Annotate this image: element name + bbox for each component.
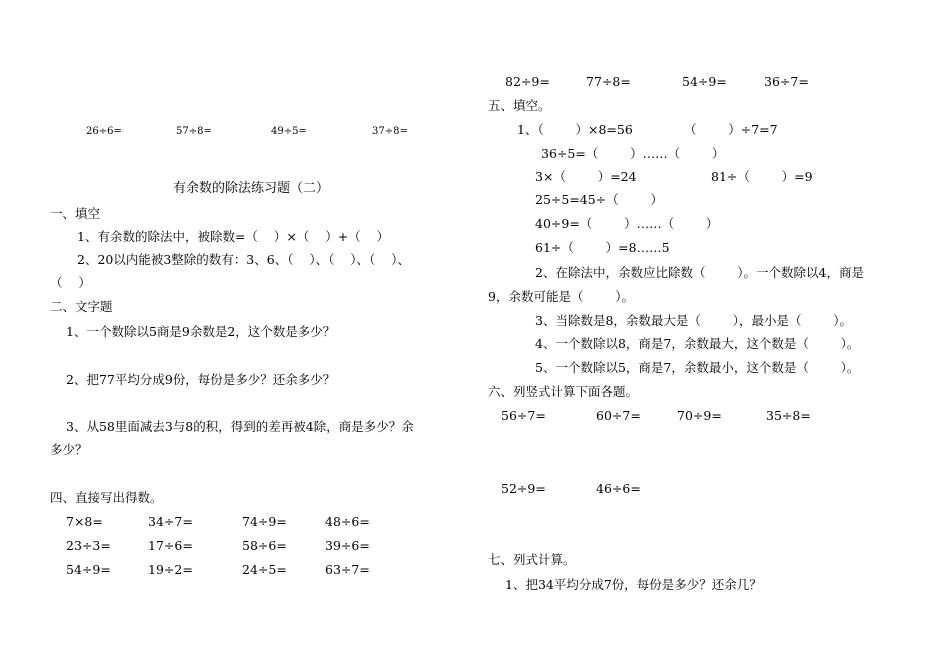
section-5-heading: 五、填空。 <box>488 98 551 113</box>
calc-item: 63÷7= <box>325 562 370 577</box>
s1-question-2: 2、20以内能被3整除的数有：3、6、（ ）、（ ）、（ ）、 <box>77 252 410 267</box>
vertical-calc-item: 70÷9= <box>677 408 722 423</box>
calc-item: 19÷2= <box>148 562 193 577</box>
vertical-calc-item: 60÷7= <box>596 408 641 423</box>
calc-item: 17÷6= <box>148 538 193 553</box>
calc-item: 58÷6= <box>242 538 287 553</box>
section-4-heading: 四、直接写出得数。 <box>50 490 163 505</box>
right-top-item: 82÷9= <box>505 74 550 89</box>
calc-item: 34÷7= <box>148 514 193 529</box>
s5-question-5: 5、一个数除以5，商是7，余数最小，这个数是（ ）。 <box>535 360 860 375</box>
section-7-heading: 七、列式计算。 <box>488 552 576 567</box>
calc-item: 74÷9= <box>242 514 287 529</box>
s5-line-5: 40÷9=（ ）……（ ） <box>535 216 719 231</box>
s5-line-2: 36÷5=（ ）……（ ） <box>541 146 725 161</box>
right-top-item: 36÷7= <box>764 74 809 89</box>
calc-item: 48÷6= <box>325 514 370 529</box>
s7-question-1: 1、把34平均分成7份，每份是多少？还余几？ <box>505 577 762 592</box>
calc-item: 23÷3= <box>66 538 111 553</box>
s5-line-3b: 81÷（ ）=9 <box>711 169 813 184</box>
s2-question-3-cont: 多少？ <box>50 442 88 457</box>
s5-question-4: 4、一个数除以8，商是7，余数最大，这个数是（ ）。 <box>535 336 860 351</box>
s1-question-2-cont: （ ） <box>50 275 91 290</box>
top-row-item: 37÷8= <box>372 126 408 137</box>
s2-question-3: 3、从58里面减去3与8的积，得到的差再被4除，商是多少？余 <box>66 419 414 434</box>
calc-item: 54÷9= <box>66 562 111 577</box>
right-top-item: 54÷9= <box>682 74 727 89</box>
top-row-item: 49÷5= <box>271 126 307 137</box>
s5-line-1a: 1、（ ）×8=56 <box>517 122 633 137</box>
s5-line-4: 25÷5=45÷（ ） <box>535 192 663 207</box>
s2-question-1: 1、一个数除以5商是9余数是2，这个数是多少？ <box>66 324 336 339</box>
calc-item: 24÷5= <box>242 562 287 577</box>
vertical-calc-item: 56÷7= <box>501 408 546 423</box>
s2-question-2: 2、把77平均分成9份，每份是多少？还余多少？ <box>66 372 336 387</box>
s5-line-1b: （ ）÷7=7 <box>684 122 778 137</box>
section-6-heading: 六、列竖式计算下面各题。 <box>488 384 639 399</box>
section-2-heading: 二、文字题 <box>50 299 113 314</box>
top-row-item: 26÷6= <box>86 126 122 137</box>
calc-item: 39÷6= <box>325 538 370 553</box>
s1-question-1: 1、有余数的除法中，被除数=（ ）×（ ）+（ ） <box>77 229 390 244</box>
vertical-calc-item: 52÷9= <box>501 481 546 496</box>
s5-question-2: 2、在除法中，余数应比除数（ ）。一个数除以4，商是 <box>535 265 864 280</box>
section-1-heading: 一、填空 <box>50 206 101 221</box>
top-row-item: 57÷8= <box>176 126 212 137</box>
page-title: 有余数的除法练习题（二） <box>173 181 330 196</box>
s5-line-6: 61÷（ ）=8……5 <box>535 240 670 255</box>
s5-question-2-cont: 9，余数可能是（ ）。 <box>488 289 634 304</box>
s5-question-3: 3、当除数是8，余数最大是（ ），最小是（ ）。 <box>535 313 852 328</box>
vertical-calc-item: 35÷8= <box>766 408 811 423</box>
right-top-item: 77÷8= <box>586 74 631 89</box>
vertical-calc-item: 46÷6= <box>596 481 641 496</box>
s5-line-3a: 3×（ ）=24 <box>535 169 637 184</box>
calc-item: 7×8= <box>66 514 103 529</box>
